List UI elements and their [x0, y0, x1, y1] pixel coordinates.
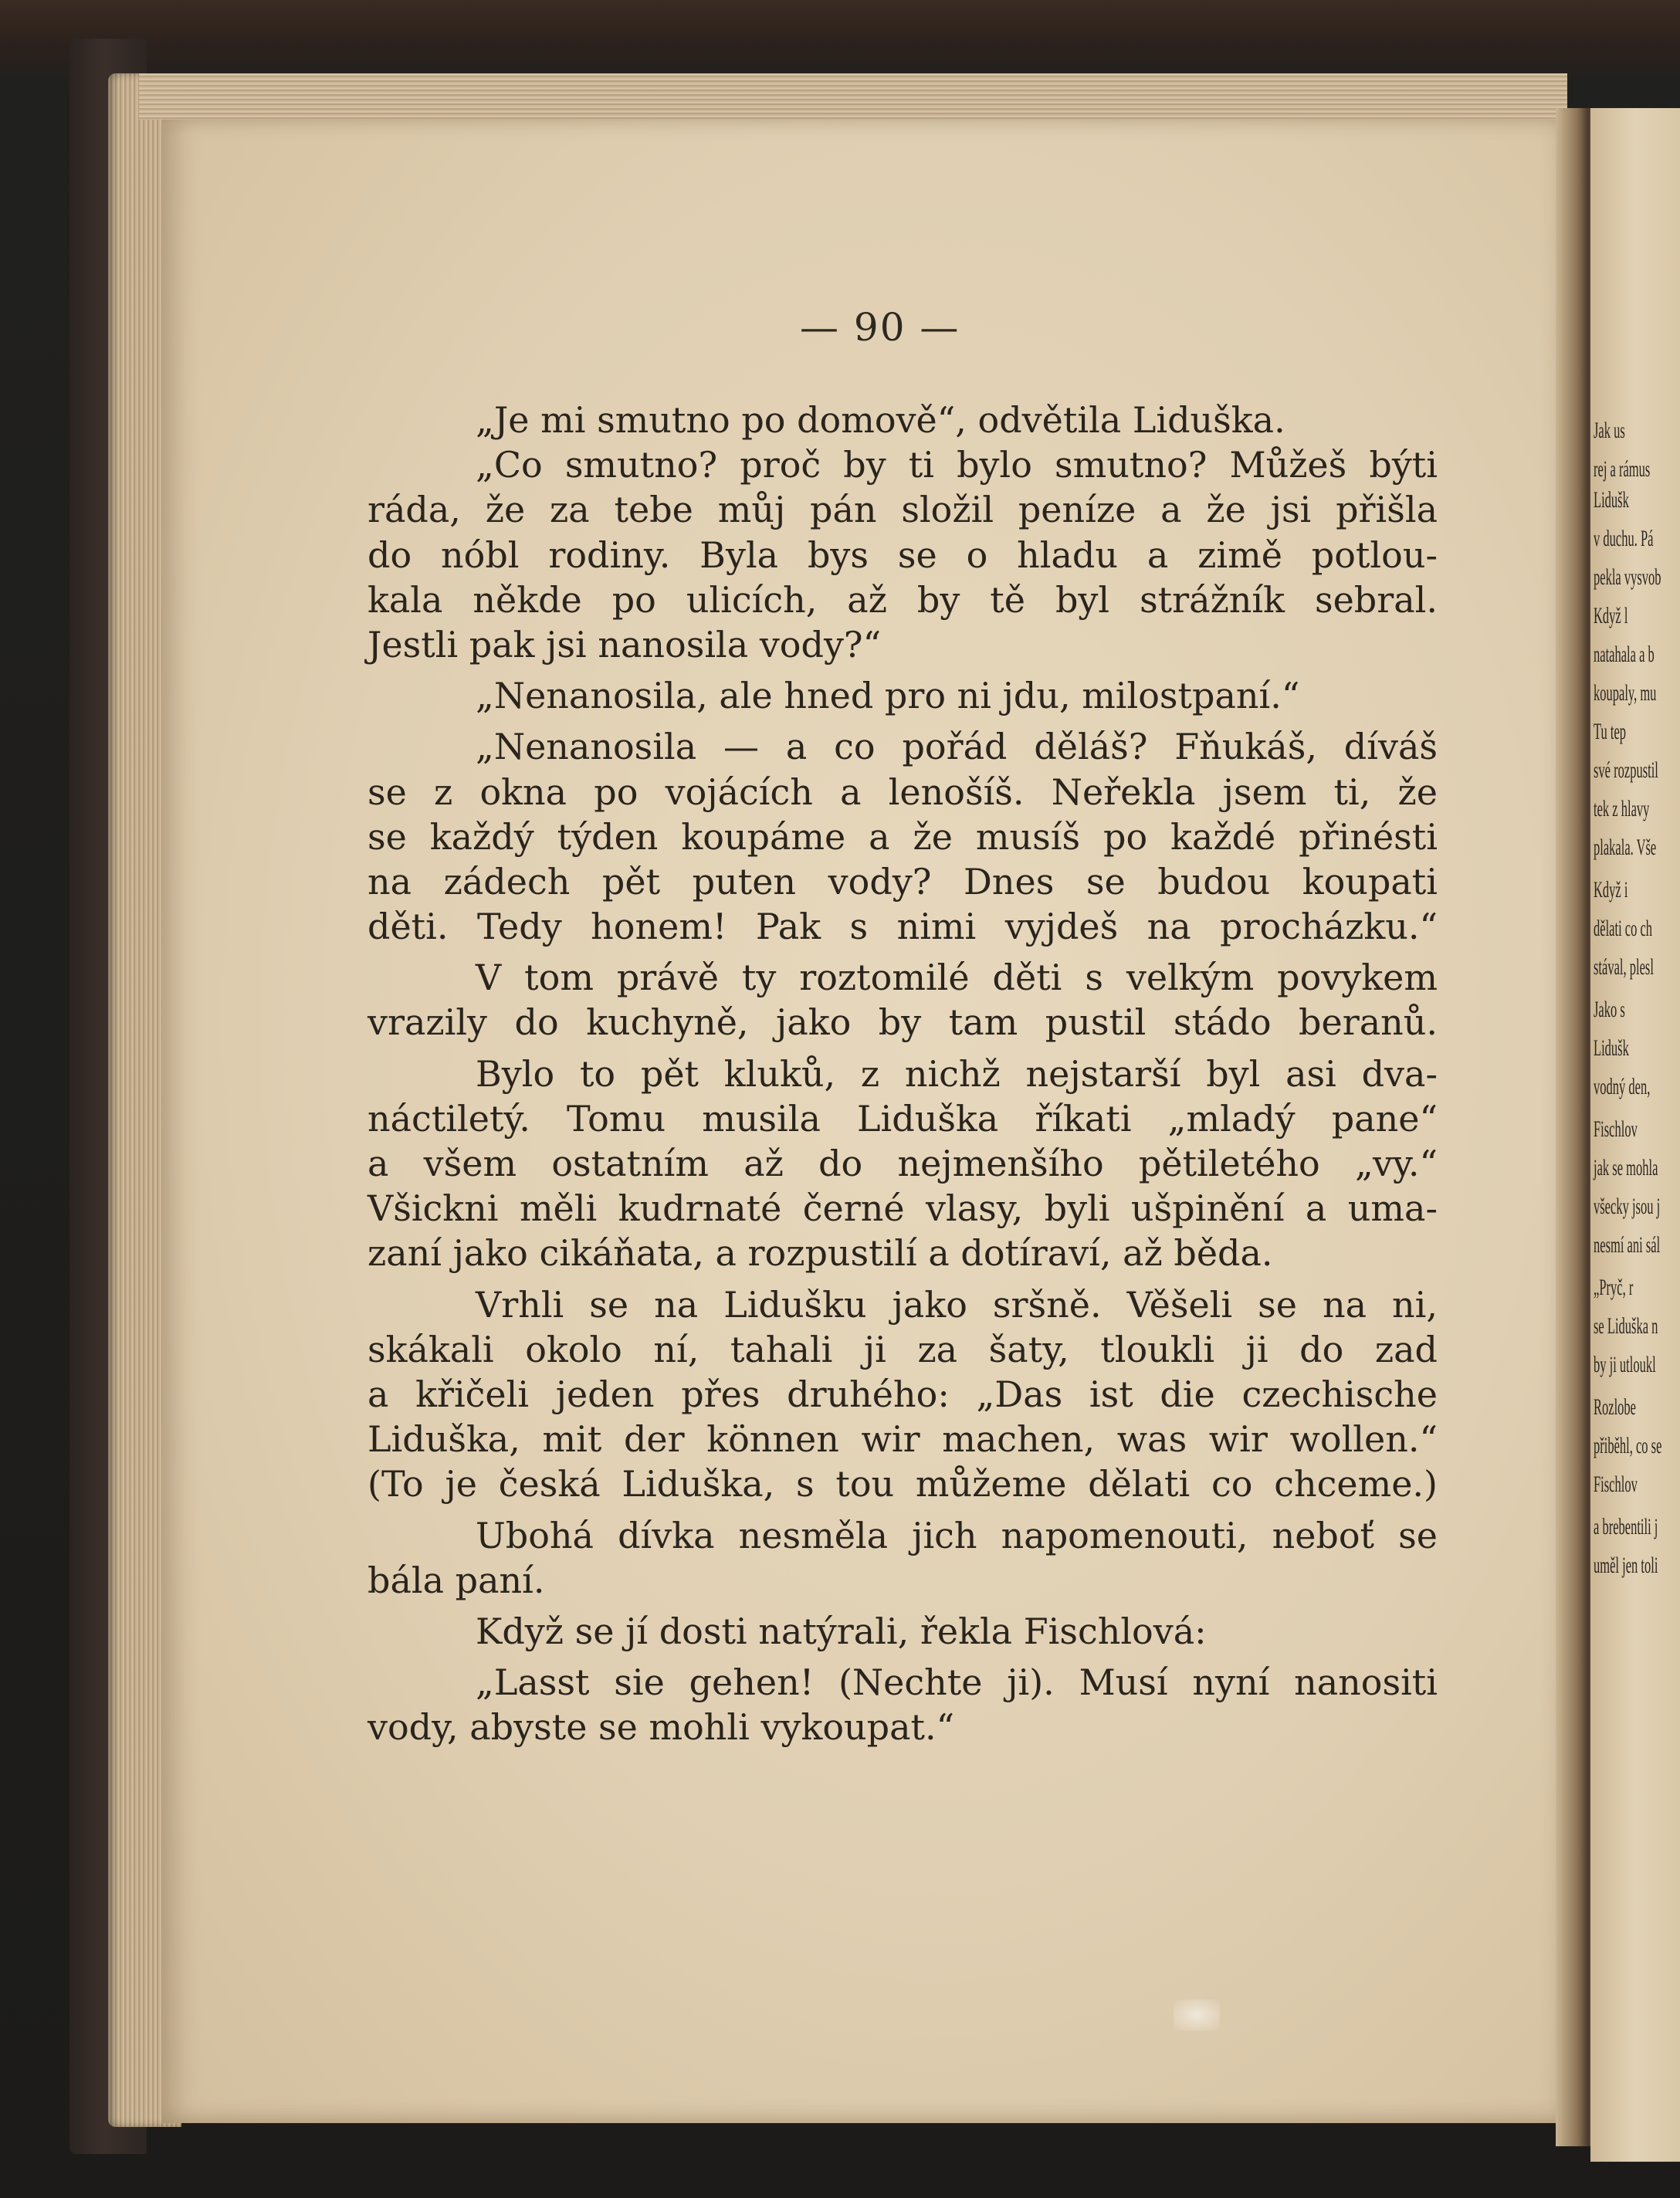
text-line: Všickni měli kudrnaté černé vlasy, byli ušpinění a uma- — [368, 1187, 1438, 1230]
text-line: na zádech pět puten vody? Dnes se budou koupati — [368, 860, 1438, 903]
page-edges-top — [139, 73, 1567, 120]
text-line: bála paní. — [368, 1559, 545, 1601]
right-page-line: nesmí ani sál — [1594, 1232, 1661, 1258]
text-line: se z okna po vojácích a lenošíš. Neřekla jsem ti, že — [368, 770, 1438, 813]
right-page-line: Lidušk — [1594, 1035, 1629, 1061]
text-line: „Nenanosila, ale hned pro ni jdu, milostpaní.“ — [476, 675, 1300, 717]
text-line: Bylo to pět kluků, z nichž nejstarší byl asi dva- — [476, 1052, 1438, 1095]
right-page-line: plakala. Vše — [1594, 835, 1657, 860]
right-page-line: stával, plesl — [1594, 954, 1654, 980]
page-number: — 90 — — [800, 305, 960, 350]
right-page-line: koupaly, mu — [1594, 680, 1657, 706]
text-line: „Nenanosila — a co pořád děláš? Fňukáš, díváš — [476, 726, 1438, 768]
right-page-line: všecky jsou j — [1594, 1194, 1661, 1219]
text-line: „Co smutno? proč by ti bylo smutno? Můžeš býti — [476, 444, 1438, 486]
right-page-line: pekla vysvob — [1594, 564, 1661, 590]
right-page-line: Když l — [1594, 603, 1628, 628]
right-page-line: Rozlobe — [1594, 1394, 1636, 1420]
text-line: děti. Tedy honem! Pak s nimi vyjdeš na procházku.“ — [368, 906, 1438, 948]
text-line: Jestli pak jsi nanosila vody?“ — [368, 623, 882, 665]
right-page-line: přiběhl, co se — [1594, 1433, 1662, 1458]
right-page-line: své rozpustil — [1594, 757, 1658, 783]
right-page-fragment — [1590, 108, 1680, 2162]
right-page-line: Fischlov — [1594, 1116, 1638, 1142]
right-page-line: Fischlov — [1594, 1472, 1638, 1497]
text-line: Liduška, mit der können wir machen, was wir wollen.“ — [368, 1418, 1438, 1461]
right-page-line: by ji utloukl — [1594, 1352, 1656, 1377]
text-line: „Lasst sie gehen! (Nechte ji). Musí nyní nanositi — [476, 1661, 1438, 1704]
right-page-line: tek z hlavy — [1594, 796, 1650, 821]
text-line: skákali okolo ní, tahali ji za šaty, tloukli ji do zad — [368, 1328, 1438, 1370]
right-page-line: „Pryč, r — [1594, 1275, 1634, 1300]
right-page-line: rej a rámus — [1594, 456, 1651, 482]
right-page-line: natahala a b — [1594, 642, 1655, 667]
text-line: ráda, že za tebe můj pán složil peníze a že jsi přišla — [368, 489, 1438, 531]
page-body-text — [368, 398, 1438, 1749]
text-line: a křičeli jeden přes druhého: „Das ist die czechische — [368, 1373, 1438, 1415]
text-line: „Je mi smutno po domově“, odvětila Liduška. — [476, 399, 1285, 441]
text-line: se každý týden koupáme a že musíš po každé přinésti — [368, 815, 1438, 858]
text-line: kala někde po ulicích, až by tě byl strážník sebral. — [368, 578, 1438, 621]
text-line: V tom právě ty roztomilé děti s velkým povykem — [476, 957, 1438, 999]
right-page-line: a brebentili j — [1594, 1514, 1658, 1539]
paper-stain — [1174, 2000, 1220, 2030]
text-line: Vrhli se na Lidušku jako sršně. Věšeli se na ni, — [476, 1283, 1438, 1326]
text-line: a všem ostatním až do nejmenšího pětiletého „vy.“ — [368, 1143, 1438, 1184]
text-line: (To je česká Liduška, s tou můžeme dělati co chceme.) — [368, 1463, 1438, 1505]
right-page-line: uměl jen toli — [1594, 1553, 1658, 1578]
right-page-line: Jako s — [1594, 997, 1625, 1022]
right-page-line: Jak us — [1594, 418, 1625, 443]
text-line: Když se jí dosti natýrali, řekla Fischlová: — [476, 1610, 1207, 1652]
right-page-line: Když i — [1594, 877, 1628, 903]
right-page-line: Lidušk — [1594, 487, 1629, 513]
text-line: Ubohá dívka nesměla jich napomenouti, neboť se — [476, 1514, 1438, 1556]
right-page-line: jak se mohla — [1594, 1155, 1658, 1180]
right-page-line: v duchu. Pá — [1594, 526, 1654, 551]
text-line: náctiletý. Tomu musila Liduška říkati „mladý pane“ — [368, 1097, 1438, 1140]
right-page-line: Tu tep — [1594, 719, 1627, 744]
text-line: vody, abyste se mohli vykoupat.“ — [368, 1706, 955, 1749]
text-line: vrazily do kuchyně, jako by tam pustil stádo beranů. — [368, 1001, 1438, 1044]
right-page-line: dělati co ch — [1594, 916, 1653, 941]
right-page-line: se Liduška n — [1594, 1313, 1658, 1339]
text-line: do nóbl rodiny. Byla bys se o hladu a zimě potlou- — [368, 533, 1438, 576]
right-page-line: vodný den, — [1594, 1074, 1651, 1099]
text-line: zaní jako cikáňata, a rozpustilí a dotíraví, až běda. — [368, 1232, 1273, 1275]
